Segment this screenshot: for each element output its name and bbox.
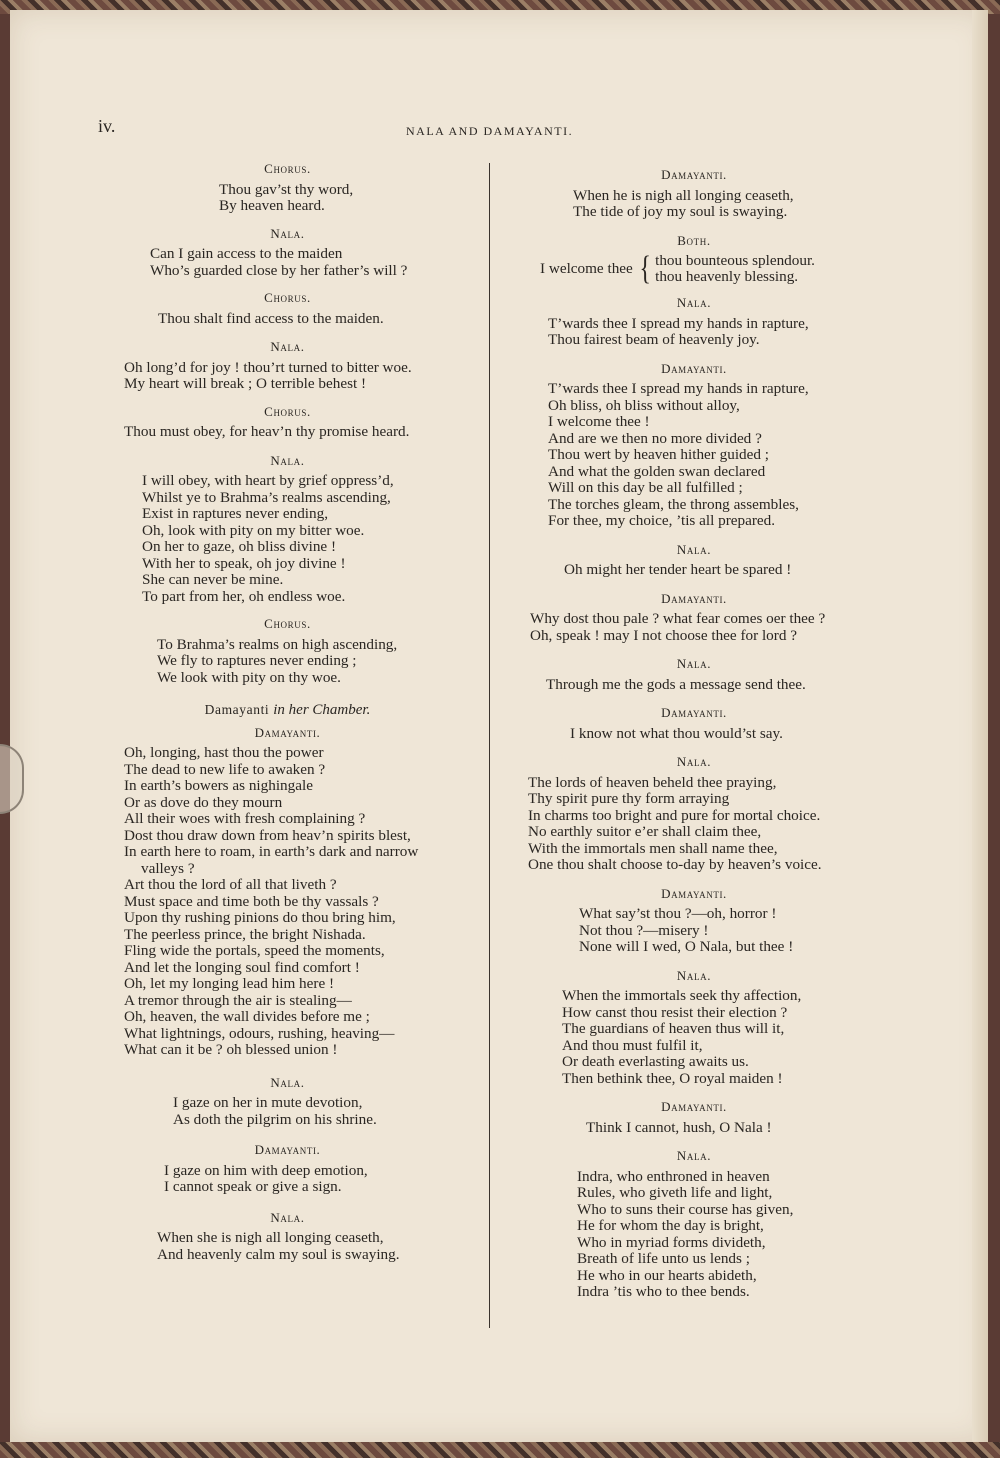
speaker-label: Both. (677, 232, 711, 248)
verse-line: T’wards thee I spread my hands in rapture, (548, 380, 809, 397)
page-number: iv. (98, 116, 116, 136)
speech-block (95, 161, 480, 215)
verse-line: T’wards thee I spread my hands in rapture, (548, 314, 809, 332)
speaker-label: Chorus. (264, 290, 311, 305)
verse-line: Oh, speak ! may I not choose thee for lord ? (530, 626, 797, 644)
verse-line: Or as dove do they mourn (124, 793, 283, 811)
speech-block (506, 1148, 882, 1301)
left-column (95, 158, 480, 1263)
speech-block (506, 1099, 882, 1136)
verse-line: Who to suns their course has given, (577, 1200, 794, 1218)
verse-line: Thou wert by heaven hither guided ; (548, 446, 769, 463)
both-lines (655, 253, 815, 285)
verse-line: Oh, longing, hast thou the power (124, 744, 324, 761)
verse-line: Indra, who enthroned in heaven (577, 1167, 770, 1185)
speech-block (506, 886, 882, 956)
verse-line: Whilst ye to Brahma’s realms ascending, (142, 488, 391, 506)
speaker-label: Nala. (676, 967, 712, 983)
verse-line: The dead to new life to awaken ? (124, 760, 326, 778)
verse-line: Think I cannot, hush, O Nala ! (586, 1118, 772, 1136)
speaker-label: Chorus. (264, 161, 311, 176)
speaker-label: Nala. (270, 1074, 305, 1090)
verse-line: Must space and time both be thy vassals ? (124, 892, 379, 910)
speech-block (506, 656, 882, 693)
verse-line: Or death everlasting awaits us. (562, 1053, 749, 1070)
verse-line: valleys ? (141, 859, 195, 877)
verse-line: thou heavenly blessing. (655, 268, 799, 285)
verse-line: Oh long’d for joy ! thou’rt turned to bitter woe. (124, 358, 412, 376)
verse-line: Thou shalt find access to the maiden. (158, 309, 384, 327)
verse-line: By heaven heard. (219, 197, 325, 214)
verse-line: In earth here to roam, in earth’s dark and narrow (124, 843, 419, 860)
speech-block (95, 339, 480, 393)
speaker-label: Chorus. (264, 616, 311, 631)
verse-line: All their woes with fresh complaining ? (124, 810, 366, 827)
verse-line: Oh, look with pity on my bitter woe. (142, 521, 365, 539)
verse-line: When the immortals seek thy affection, (562, 987, 802, 1004)
speech-block (506, 754, 882, 874)
verse-line: I cannot speak or give a sign. (164, 1178, 342, 1195)
verse-line: What lightnings, odours, rushing, heaving— (124, 1024, 395, 1042)
verse-line: Who’s guarded close by her father’s will ? (150, 261, 408, 279)
speaker-label: Nala. (676, 656, 712, 671)
verse-line: Will on this day be all fulfilled ; (548, 479, 743, 496)
speech-block (95, 1075, 480, 1129)
scene-character: Damayanti (204, 702, 270, 717)
speaker-label: Nala. (270, 452, 305, 468)
verse-line: He for whom the day is bright, (577, 1217, 764, 1234)
verse-line: And heavenly calm my soul is swaying. (157, 1245, 400, 1263)
verse-line: And let the longing soul find comfort ! (124, 958, 360, 976)
verse-line: One thou shalt choose to-day by heaven’s voice. (528, 856, 822, 873)
verse-line: A tremor through the air is stealing— (124, 991, 352, 1009)
verse-line: Upon thy rushing pinions do thou bring him, (124, 909, 396, 926)
verse-line: And thou must fulfil it, (562, 1036, 703, 1054)
speaker-label: Nala. (676, 754, 712, 769)
verse-line: Can I gain access to the maiden (150, 245, 343, 262)
verse-line: What say’st thou ?—oh, horror ! (579, 905, 777, 922)
speech-block (506, 361, 882, 530)
verse-line: I gaze on her in mute devotion, (173, 1094, 363, 1111)
marbled-edge-bottom (0, 1442, 1000, 1458)
scene-direction: in her Chamber. (273, 702, 371, 718)
verse-line: Then bethink thee, O royal maiden ! (562, 1069, 783, 1087)
speaker-label: Damayanti. (254, 724, 321, 740)
verse-line: Thou must obey, for heav’n thy promise heard. (124, 423, 410, 440)
verse-line: We look with pity on thy woe. (157, 668, 341, 686)
verse-line: The peerless prince, the bright Nishada. (124, 925, 366, 943)
speaker-label: Damayanti. (661, 167, 727, 182)
speech-block (95, 226, 480, 280)
page-edge (972, 10, 988, 1442)
verse-line: Oh bliss, oh bliss without alloy, (548, 396, 740, 414)
speech-block (506, 705, 882, 742)
scene-heading (95, 702, 480, 719)
speaker-label: Nala. (676, 1148, 712, 1163)
verse-line: In earth’s bowers as nighingale (124, 777, 313, 794)
speech-block (95, 1142, 480, 1196)
verse-line: With the immortals men shall name thee, (528, 839, 778, 857)
verse-line: Breath of life unto us lends ; (577, 1250, 750, 1267)
verse-line: Thou fairest beam of heavenly joy. (548, 331, 760, 348)
verse-line: Indra ’tis who to thee bends. (577, 1283, 750, 1300)
verse-line: I will obey, with heart by grief oppress’d, (142, 472, 394, 489)
verse-line: Fling wide the portals, speed the moments, (124, 942, 385, 959)
both-lines-group (506, 250, 882, 287)
speech-block (506, 233, 882, 286)
verse-line: She can never be mine. (142, 571, 284, 588)
speech-block (95, 616, 480, 686)
verse-line: Exist in raptures never ending, (142, 505, 328, 522)
speech-block (506, 295, 882, 349)
speech-block (95, 453, 480, 606)
speech-block (95, 290, 480, 327)
verse-line: Why dost thou pale ? what fear comes oer thee ? (530, 610, 826, 627)
right-column (506, 158, 882, 1301)
page-header (0, 116, 978, 146)
verse-line: For thee, my choice, ’tis all prepared. (548, 512, 776, 529)
verse-line: He who in our hearts abideth, (577, 1266, 757, 1284)
verse-line: To part from her, oh endless woe. (142, 587, 346, 605)
speaker-label: Damayanti. (661, 705, 727, 720)
brace-glyph: { (639, 250, 651, 287)
verse-line: Oh, heaven, the wall divides before me ; (124, 1008, 370, 1025)
verse-line: Not thou ?—misery ! (579, 921, 709, 939)
speaker-label: Nala. (676, 541, 712, 557)
verse-line: Thou gav’st thy word, (219, 180, 354, 198)
verse-line: None will I wed, O Nala, but thee ! (579, 938, 794, 955)
verse-line: No earthly suitor e’er shall claim thee, (528, 823, 762, 840)
verse-line: What can it be ? oh blessed union ! (124, 1041, 338, 1058)
speaker-label: Damayanti. (661, 885, 727, 901)
verse-line: On her to gaze, oh bliss divine ! (142, 538, 337, 555)
speech-block (506, 591, 882, 645)
verse-line: In charms too bright and pure for mortal choice. (528, 806, 821, 824)
speaker-label: Nala. (270, 1209, 305, 1225)
verse-line: Oh might her tender heart be spared ! (564, 561, 792, 578)
verse-line: When he is nigh all longing ceaseth, (573, 186, 794, 204)
verse-line: As doth the pilgrim on his shrine. (173, 1110, 377, 1128)
verse-line: We fly to raptures never ending ; (157, 652, 357, 669)
speech-block (95, 725, 480, 1059)
speaker-label: Damayanti. (254, 1142, 321, 1157)
verse-line: Rules, who giveth life and light, (577, 1184, 773, 1201)
verse-line: When she is nigh all longing ceaseth, (157, 1229, 384, 1246)
speech-block (506, 542, 882, 579)
verse-line: I know not what thou would’st say. (570, 724, 783, 742)
verse-line: Thy spirit pure thy form arraying (528, 790, 730, 807)
speech-block (95, 1210, 480, 1264)
speaker-label: Nala. (270, 339, 305, 354)
verse-line: The tide of joy my soul is swaying. (573, 203, 788, 220)
speech-block (506, 968, 882, 1088)
verse-line: The lords of heaven beheld thee praying, (528, 773, 777, 791)
verse-line: I welcome thee ! (548, 413, 650, 430)
speaker-label: Damayanti. (661, 590, 727, 606)
verse-line: And what the golden swan declared (548, 462, 766, 480)
speaker-label: Nala. (676, 295, 712, 310)
speaker-label: Damayanti. (661, 360, 727, 376)
verse-line: Through me the gods a message send thee. (546, 675, 806, 693)
both-lead: I welcome thee (540, 259, 633, 277)
verse-line: Art thou the lord of all that liveth ? (124, 876, 337, 893)
verse-line: To Brahma’s realms on high ascending, (157, 635, 398, 653)
verse-line: I gaze on him with deep emotion, (164, 1161, 368, 1179)
verse-line: And are we then no more divided ? (548, 429, 762, 447)
verse-line: Who in myriad forms divideth, (577, 1233, 766, 1251)
verse-line: How canst thou resist their election ? (562, 1003, 788, 1021)
speaker-label: Chorus. (264, 403, 311, 419)
speech-block (506, 167, 882, 221)
verse-line: Dost thou draw down from heav’n spirits blest, (124, 826, 411, 844)
verse-line: With her to speak, oh joy divine ! (142, 554, 346, 572)
verse-line: My heart will break ; O terrible behest ! (124, 375, 367, 392)
verse-line: The torches gleam, the throng assembles, (548, 495, 799, 513)
speaker-label: Damayanti. (661, 1099, 727, 1114)
speech-block (95, 404, 480, 441)
verse-line: thou bounteous splendour. (655, 252, 815, 269)
verse-line: Oh, let my longing lead him here ! (124, 975, 335, 992)
running-title: NALA AND DAMAYANTI. (406, 124, 574, 138)
column-divider (489, 163, 490, 1328)
verse-line: The guardians of heaven thus will it, (562, 1020, 785, 1037)
speaker-label: Nala. (270, 225, 305, 241)
